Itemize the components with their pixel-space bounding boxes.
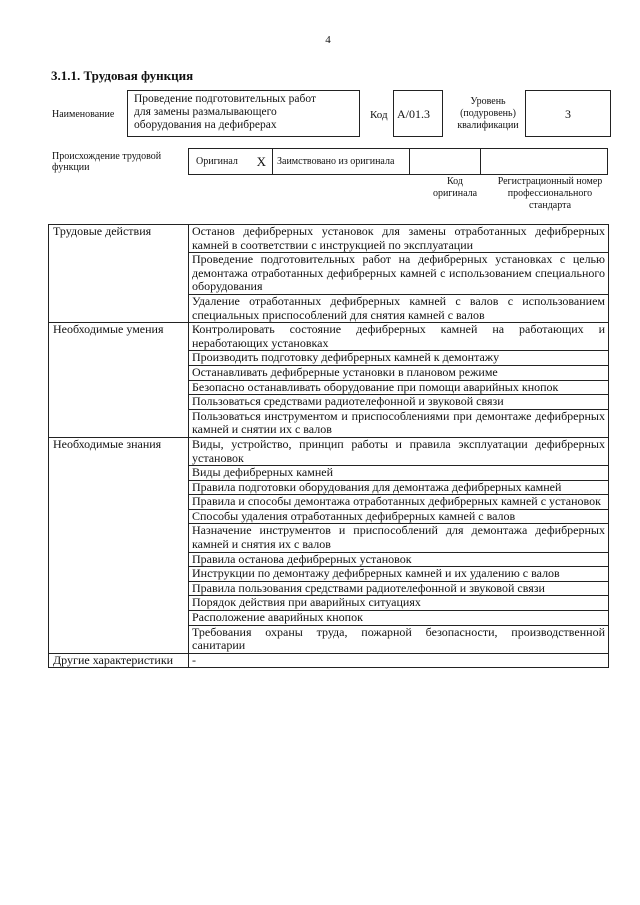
- table-row: [49, 437, 609, 465]
- registration-number-line: Регистрационный номер: [497, 176, 603, 187]
- item-cell: Безопасно останавливать оборудование при помощи аварийных кнопок: [189, 380, 609, 395]
- level-value: 3: [525, 90, 611, 137]
- item-cell: Способы удаления отработанных дефибрерных камней с валов: [189, 509, 609, 524]
- item-cell: Правила пользования средствами радиотелефонной и звуковой связи: [189, 581, 609, 596]
- table-row: [49, 653, 609, 668]
- code-label: Код: [370, 109, 388, 121]
- page-number: 4: [325, 34, 331, 46]
- name-label: Наименование: [52, 109, 115, 120]
- category-cell: Необходимые знания: [49, 437, 189, 653]
- level-label-line: (подуровень): [460, 108, 516, 119]
- category-cell: Другие характеристики: [49, 653, 189, 668]
- function-name-line: оборудования на дефибрерах: [134, 119, 277, 131]
- category-cell: Трудовые действия: [49, 225, 189, 323]
- item-cell: Контролировать состояние дефибрерных камней на работающих и неработающих установках: [189, 323, 609, 351]
- origin-label-line: функции: [52, 162, 90, 173]
- code-value: А/01.3: [393, 90, 443, 137]
- original-code-cell: [409, 148, 481, 175]
- function-name-line: для замены размалывающего: [134, 106, 277, 118]
- origin-label-line: Происхождение трудовой: [52, 151, 162, 162]
- item-cell: Проведение подготовительных работ на дефибрерных установках с целью демонтажа отработанных дефибрерных камней с использованием специального оборудования: [189, 253, 609, 295]
- item-cell: Виды, устройство, принцип работы и правила эксплуатации дефибрерных установок: [189, 437, 609, 465]
- item-cell: Порядок действия при аварийных ситуациях: [189, 596, 609, 611]
- registration-number-label: [490, 176, 610, 212]
- registration-number-line: стандарта: [528, 200, 572, 211]
- item-cell: -: [189, 653, 609, 668]
- function-name-box: [127, 90, 360, 137]
- item-cell: Удаление отработанных дефибрерных камней с валов с использованием специальных приспособлений для снятия камней с валов: [189, 294, 609, 322]
- section-title: 3.1.1. Трудовая функция: [51, 68, 194, 83]
- table-row: [49, 225, 609, 253]
- item-cell: Назначение инструментов и приспособлений для демонтажа дефибрерных камней и снятия их с валов: [189, 524, 609, 552]
- item-cell: Требования охраны труда, пожарной безопасности, производственной санитарии: [189, 625, 609, 653]
- code-of-original-line: Код: [447, 176, 463, 187]
- level-label: [448, 96, 528, 132]
- level-label-line: квалификации: [457, 120, 519, 131]
- original-cell: [188, 148, 273, 175]
- item-cell: Правила останова дефибрерных установок: [189, 552, 609, 567]
- code-of-original-label: [425, 176, 485, 200]
- borrowed-cell: Заимствовано из оригинала: [272, 148, 410, 175]
- function-name-line: Проведение подготовительных работ: [134, 93, 316, 105]
- item-cell: Правила и способы демонтажа отработанных дефибрерных камней с установок: [189, 495, 609, 510]
- table-row: [49, 323, 609, 351]
- category-cell: Необходимые умения: [49, 323, 189, 438]
- item-cell: Пользоваться средствами радиотелефонной и звуковой связи: [189, 395, 609, 410]
- item-cell: Расположение аварийных кнопок: [189, 611, 609, 626]
- item-cell: Инструкции по демонтажу дефибрерных камней и их удалению с валов: [189, 567, 609, 582]
- item-cell: Правила подготовки оборудования для демонтажа дефибрерных камней: [189, 480, 609, 495]
- code-of-original-line: оригинала: [432, 188, 478, 199]
- function-details-table: [48, 224, 609, 668]
- item-cell: Пользоваться инструментом и приспособлениями при демонтаже дефибрерных камней и снятии их с валов: [189, 409, 609, 437]
- item-cell: Останавливать дефибрерные установки в плановом режиме: [189, 365, 609, 380]
- registration-number-cell: [480, 148, 608, 175]
- original-mark: X: [256, 153, 266, 169]
- level-label-line: Уровень: [470, 96, 506, 107]
- registration-number-line: профессионального: [507, 188, 593, 199]
- item-cell: Останов дефибрерных установок для замены отработанных дефибрерных камней в соответствии с инструкцией по эксплуатации: [189, 225, 609, 253]
- original-label: Оригинал: [196, 156, 238, 167]
- origin-row: [189, 148, 610, 175]
- origin-label: [52, 151, 192, 173]
- item-cell: Виды дефибрерных камней: [189, 466, 609, 481]
- item-cell: Производить подготовку дефибрерных камней к демонтажу: [189, 351, 609, 366]
